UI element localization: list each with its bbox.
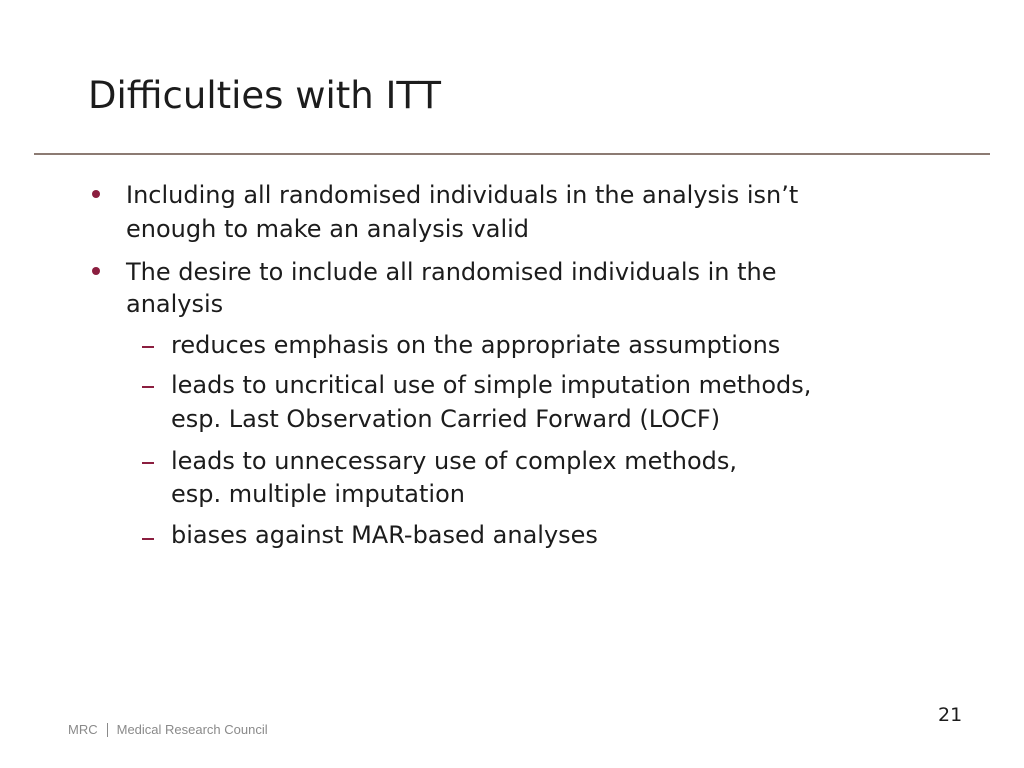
bullet-item-1-line-2: enough to make an analysis valid (126, 215, 530, 243)
sub-item-3-line-2: esp. multiple imputation (171, 480, 465, 508)
sub-item-2-line-2: esp. Last Observation Carried Forward (LOCF) (171, 405, 721, 433)
slide-title: Difficulties with ITT (88, 74, 441, 117)
sub-bullet-marker (142, 346, 154, 348)
sub-item-1-line-1: reduces emphasis on the appropriate assumptions (171, 331, 781, 359)
bullet-item-2-line-2: analysis (126, 290, 224, 318)
logo-separator (107, 723, 108, 737)
sub-item-4-line-1: biases against MAR-based analyses (171, 521, 598, 549)
sub-bullet-marker (142, 386, 154, 388)
mrc-logo (68, 722, 268, 737)
bullet-marker (92, 267, 100, 275)
sub-bullet-marker (142, 462, 154, 464)
bullet-item-1-line-1: Including all randomised individuals in the analysis isn’t (126, 181, 799, 209)
logo-full-text: Medical Research Council (116, 722, 268, 737)
sub-bullet-marker (142, 538, 154, 540)
logo-short-text: MRC (68, 722, 98, 737)
title-divider (34, 153, 990, 155)
sub-item-3-line-1: leads to unnecessary use of complex methods, (171, 447, 738, 475)
page-number: 21 (938, 704, 963, 726)
sub-item-2-line-1: leads to uncritical use of simple imputation methods, (171, 371, 812, 399)
bullet-marker (92, 190, 100, 198)
bullet-item-2-line-1: The desire to include all randomised individuals in the (126, 258, 777, 286)
